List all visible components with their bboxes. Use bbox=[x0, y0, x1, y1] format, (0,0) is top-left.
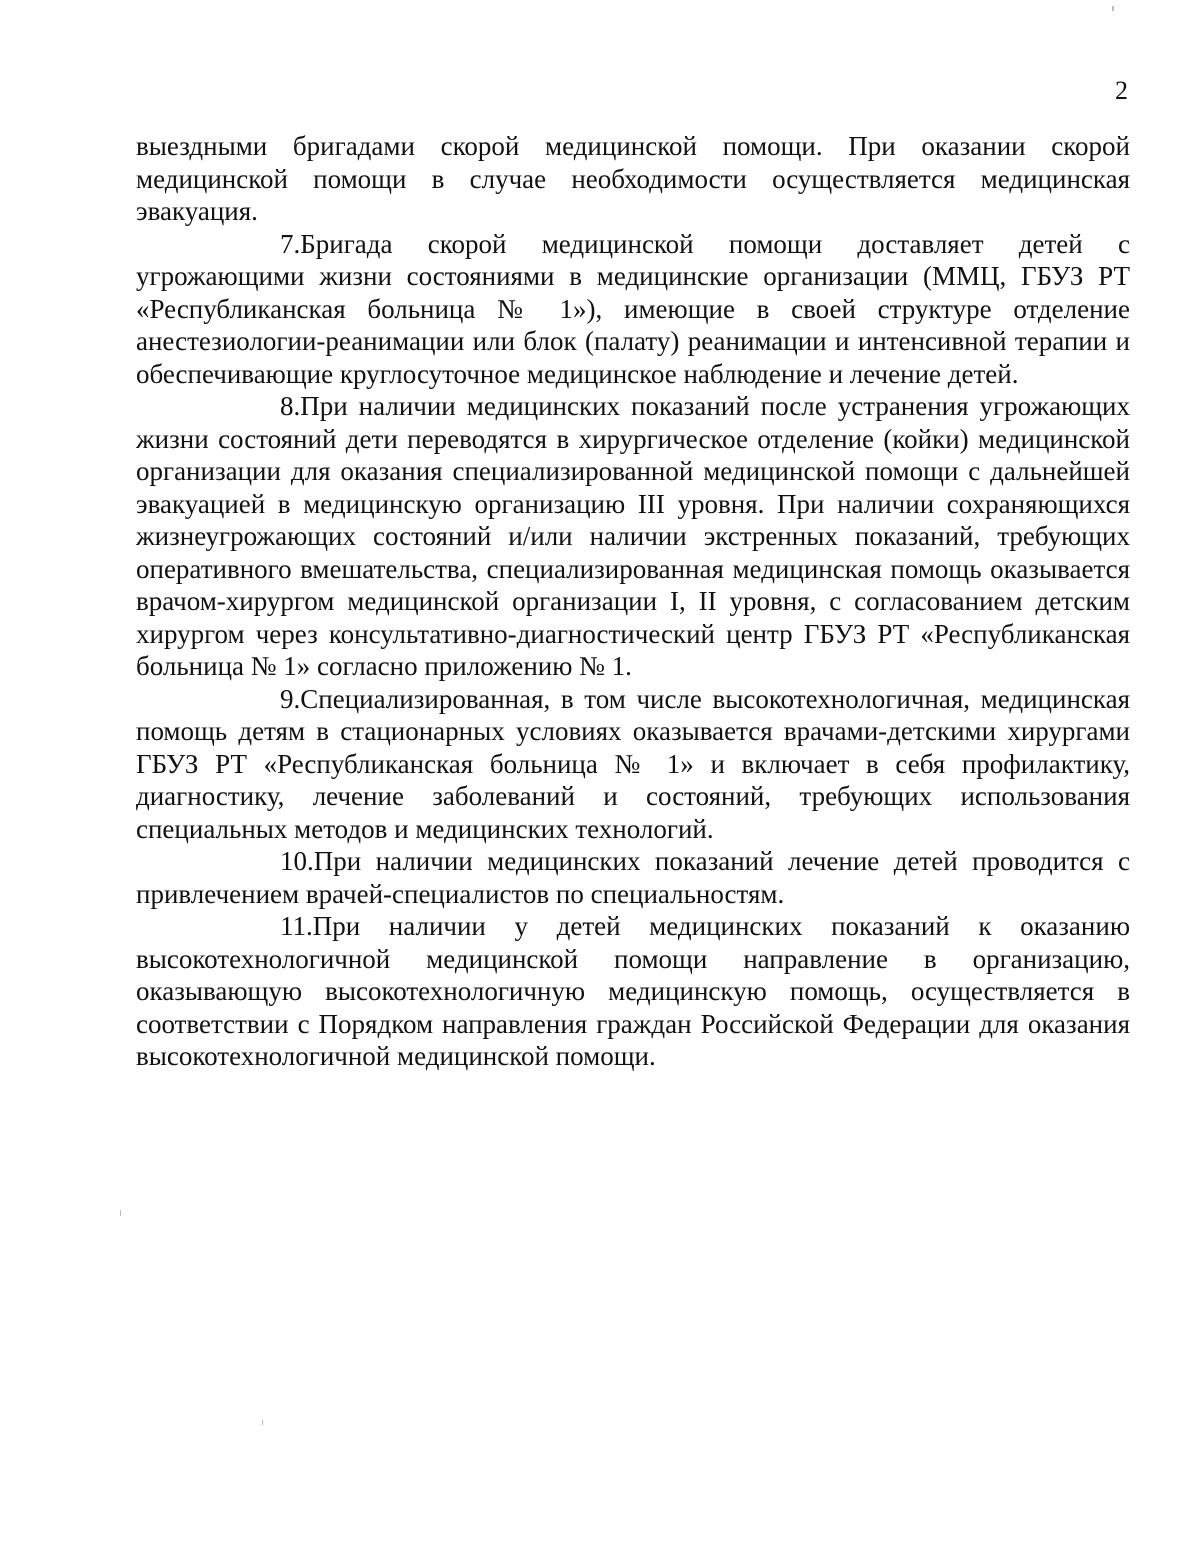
paragraph-text: Специализированная, в том числе высокотехнологичная, медицинская помощь детям в стационарных условиях оказывается врачами-детскими хирургами ГБУЗ РТ «Республиканская больница № 1» и включает в себя профилактику, диагностику, лечение заболеваний и состояний, требующих использования специальных методов и медицинских технологий. bbox=[136, 683, 1130, 844]
paragraph-text: При наличии медицинских показаний лечение детей проводится с привлечением врачей-специалистов по специальностям. bbox=[136, 846, 1130, 909]
paragraph-continuation bbox=[136, 130, 1130, 228]
paragraph-number: 10. bbox=[280, 846, 314, 876]
paragraph-7 bbox=[136, 228, 1130, 391]
paragraph-10 bbox=[136, 845, 1130, 910]
page-number: 2 bbox=[1115, 76, 1128, 105]
paragraph-number: 11. bbox=[280, 911, 313, 941]
scan-speck bbox=[120, 1210, 121, 1216]
paragraph-11 bbox=[136, 910, 1130, 1073]
paragraph-9 bbox=[136, 683, 1130, 846]
paragraph-text: При наличии у детей медицинских показаний к оказанию высокотехнологичной медицинской помощи направление в организацию, оказывающую высокотехнологичную медицинскую помощь, осуществляется в соответствии с Порядком направления граждан Российской Федерации для оказания высокотехнологичной медицинской помощи. bbox=[136, 911, 1130, 1071]
document-body bbox=[136, 130, 1130, 1073]
paragraph-8 bbox=[136, 390, 1130, 683]
scan-speck bbox=[262, 1420, 263, 1425]
paragraph-number: 8. bbox=[280, 391, 301, 421]
paragraph-number: 7. bbox=[280, 228, 301, 259]
paragraph-text: выездными бригадами скорой медицинской помощи. При оказании скорой медицинской помощи в случае необходимости осуществляется медицинская эвакуация. bbox=[136, 131, 1130, 226]
paragraph-number: 9. bbox=[280, 683, 301, 714]
scan-speck bbox=[1112, 6, 1114, 11]
paragraph-text: Бригада скорой медицинской помощи доставляет детей с угрожающими жизни состояниями в медицинские организации (ММЦ, ГБУЗ РТ «Республиканская больница № 1»), имеющие в своей структуре отделение анестезиологии-реанимации или блок (палату) реанимации и интенсивной терапии и обеспечивающие круглосуточное медицинское наблюдение и лечение детей. bbox=[136, 228, 1130, 389]
paragraph-text: При наличии медицинских показаний после устранения угрожающих жизни состояний дети переводятся в хирургическое отделение (койки) медицинской организации для оказания специализированной медицинской помощи с дальнейшей эвакуацией в медицинскую организацию III уровня. При наличии сохраняющихся жизнеугрожающих состояний и/или наличии экстренных показаний, требующих оперативного вмешательства, специализированная медицинская помощь оказывается врачом-хирургом медицинской организации I, II уровня, с согласованием детским хирургом через консультативно-диагностический центр ГБУЗ РТ «Республиканская больница № 1» согласно приложению № 1. bbox=[136, 391, 1130, 681]
